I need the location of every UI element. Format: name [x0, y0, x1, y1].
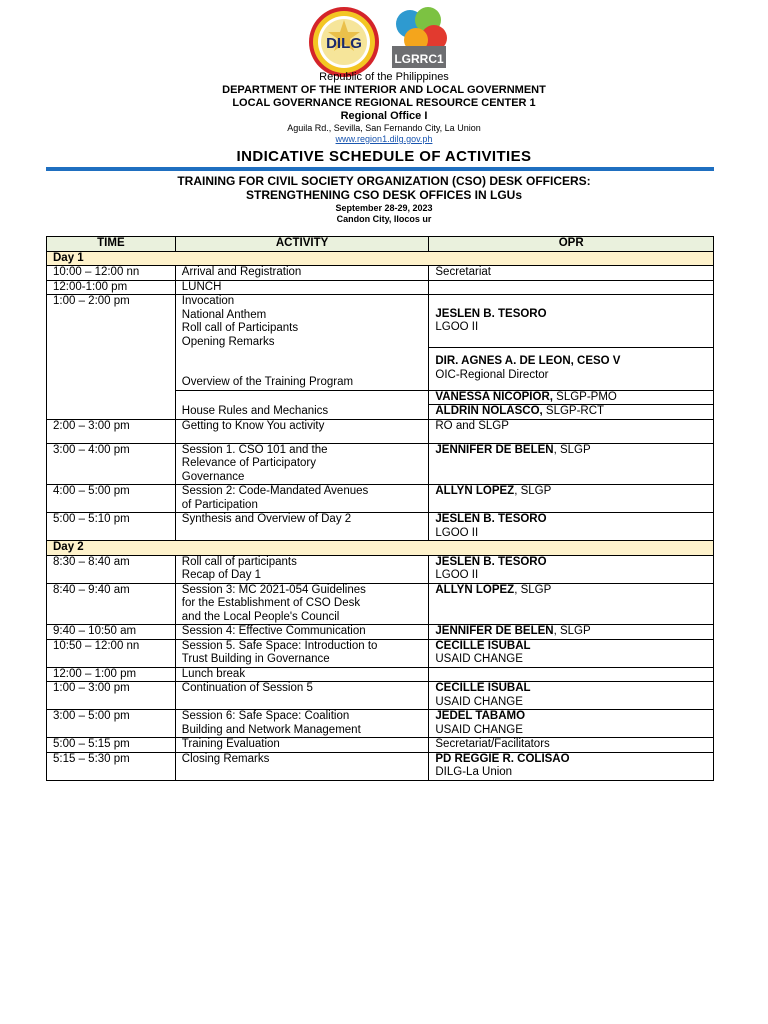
time-cell: 1:00 – 2:00 pm [47, 295, 176, 420]
opr-cell [429, 667, 714, 682]
lgrrc-logo [388, 6, 450, 70]
activity-cell [175, 583, 429, 625]
table-row [47, 280, 714, 295]
time-cell: 9:40 – 10:50 am [47, 625, 176, 640]
opr-name: JENNIFER DE BELEN [435, 443, 554, 456]
opr-cell [429, 485, 714, 513]
table-row [47, 667, 714, 682]
table-row [47, 625, 714, 640]
opr-name: JESLEN B. TESORO [435, 555, 547, 568]
activity-line: Session 5. Safe Space: Introduction to [181, 639, 378, 652]
opr-cell [429, 752, 714, 780]
training-title-line2: STRENGTHENING CSO DESK OFFICES IN LGUs [245, 188, 523, 202]
opr-position: SLGP-RCT [542, 405, 605, 417]
time-cell: 5:15 – 5:30 pm [47, 752, 176, 780]
activity-cell [175, 295, 429, 391]
opr-name: JENNIFER DE BELEN [435, 625, 554, 637]
schedule-table [46, 236, 714, 781]
opr-cell [429, 348, 714, 390]
opr-cell [429, 390, 714, 405]
header-activity: ACTIVITY [175, 237, 429, 252]
address-line: Aguila Rd., Sevilla, San Fernando City, La Union [287, 123, 481, 133]
opr-position: , SLGP [553, 625, 591, 637]
day-row [47, 251, 714, 266]
activity-line: Session 6: Safe Space: Coalition [181, 710, 350, 722]
training-title-line1: TRAINING FOR CIVIL SOCIETY ORGANIZATION (CSO) DESK OFFICERS: [177, 174, 591, 188]
opr-cell [429, 443, 714, 485]
title-divider [46, 167, 714, 171]
office-line: Regional Office I [340, 110, 428, 122]
time-cell: 5:00 – 5:10 pm [47, 513, 176, 541]
activity-line: Overview of the Training Program [181, 376, 354, 388]
time-cell: 12:00-1:00 pm [47, 280, 176, 295]
activity-line: and the Local People's Council [181, 610, 340, 623]
time-cell: 1:00 – 3:00 pm [47, 682, 176, 710]
activity-cell: Session 4: Effective Communication [175, 625, 429, 640]
svg-text:DILG: DILG [326, 35, 362, 52]
activity-line: Roll call of participants [181, 555, 297, 568]
activity-line: Opening Remarks [181, 335, 275, 348]
department-line: DEPARTMENT OF THE INTERIOR AND LOCAL GOVERNMENT [222, 84, 546, 96]
activity-cell: Synthesis and Overview of Day 2 [175, 513, 429, 541]
activity-cell: Lunch break [175, 667, 429, 682]
activity-cell: Continuation of Session 5 [175, 682, 429, 710]
activity-cell: Arrival and Registration [175, 266, 429, 281]
table-row [47, 443, 714, 485]
activity-line: House Rules and Mechanics [181, 405, 329, 417]
table-row [47, 682, 714, 710]
activity-cell: Getting to Know You activity [175, 419, 429, 443]
opr-position: USAID CHANGE [435, 695, 523, 708]
opr-name: ALDRIN NOLASCO, [435, 405, 543, 417]
day-label: Day 2 [47, 541, 714, 556]
time-cell: 10:00 – 12:00 nn [47, 266, 176, 281]
opr-position: OIC-Regional Director [435, 368, 549, 381]
opr-position: DILG-La Union [435, 766, 513, 778]
opr-cell [429, 639, 714, 667]
opr-position: LGOO II [435, 569, 479, 581]
activity-line: for the Establishment of CSO Desk [181, 597, 361, 609]
svg-text:LGRRC1: LGRRC1 [394, 52, 444, 66]
table-row [47, 555, 714, 583]
header-time: TIME [47, 237, 176, 252]
opr-cell [429, 513, 714, 541]
opr-position: LGOO II [435, 526, 479, 539]
table-row [47, 738, 714, 753]
table-row [47, 639, 714, 667]
opr-cell [429, 625, 714, 640]
activity-line: Invocation [181, 295, 235, 307]
activity-cell [175, 639, 429, 667]
activity-line: Recap of Day 1 [181, 569, 262, 581]
time-cell: 4:00 – 5:00 pm [47, 485, 176, 513]
opr-position: , SLGP [514, 583, 552, 596]
table-row [47, 752, 714, 780]
activity-line: Session 3: MC 2021-054 Guidelines [181, 583, 366, 596]
opr-name: CECILLE ISUBAL [435, 682, 531, 694]
opr-cell [429, 710, 714, 738]
day-label: Day 1 [47, 251, 714, 266]
activity-cell [175, 443, 429, 485]
time-cell: 2:00 – 3:00 pm [47, 419, 176, 443]
activity-line: of Participation [181, 498, 258, 511]
activity-cell: LUNCH [175, 280, 429, 295]
center-line: LOCAL GOVERNANCE REGIONAL RESOURCE CENTER 1 [232, 97, 536, 109]
opr-position: , SLGP [514, 485, 552, 497]
opr-name: JESLEN B. TESORO [435, 307, 547, 320]
document-title: INDICATIVE SCHEDULE OF ACTIVITIES [236, 148, 532, 165]
day-row [47, 541, 714, 556]
opr-position: USAID CHANGE [435, 653, 523, 665]
activity-cell [175, 710, 429, 738]
opr-position: , SLGP [553, 443, 591, 456]
table-header-row [47, 237, 714, 252]
time-cell: 3:00 – 4:00 pm [47, 443, 176, 485]
activity-line: Roll call of Participants [181, 322, 299, 334]
activity-line: Governance [181, 470, 245, 483]
opr-cell [429, 583, 714, 625]
time-cell: 10:50 – 12:00 nn [47, 639, 176, 667]
activity-line: National Anthem [181, 308, 267, 321]
opr-name: JEDEL TABAMO [435, 710, 526, 722]
header-opr: OPR [429, 237, 714, 252]
opr-name: DIR. AGNES A. DE LEON, CESO V [435, 355, 621, 368]
activity-cell [175, 390, 429, 419]
table-row [47, 710, 714, 738]
activity-cell [175, 555, 429, 583]
table-row [47, 485, 714, 513]
opr-name: ALLYN LOPEZ [435, 485, 515, 497]
opr-position: USAID CHANGE [435, 723, 523, 736]
republic-line: Republic of the Philippines [319, 71, 449, 83]
activity-line: Trust Building in Governance [181, 653, 330, 665]
opr-cell [429, 295, 714, 348]
opr-name: ALLYN LOPEZ [435, 583, 515, 596]
event-date: September 28-29, 2023 [335, 203, 433, 213]
website-link[interactable]: www.region1.dilg.gov.ph [335, 134, 433, 144]
opr-name: PD REGGIE R. COLISAO [435, 752, 570, 765]
opr-name: CECILLE ISUBAL [435, 639, 531, 652]
opr-position: LGOO II [435, 321, 479, 334]
table-row [47, 583, 714, 625]
activity-cell: Closing Remarks [175, 752, 429, 780]
time-cell: 12:00 – 1:00 pm [47, 667, 176, 682]
opr-cell [429, 280, 714, 295]
opr-name: JESLEN B. TESORO [435, 513, 547, 525]
table-row [47, 419, 714, 443]
time-cell: 3:00 – 5:00 pm [47, 710, 176, 738]
time-cell: 8:40 – 9:40 am [47, 583, 176, 625]
table-row [47, 295, 714, 348]
time-cell: 8:30 – 8:40 am [47, 555, 176, 583]
opr-cell [429, 405, 714, 420]
activity-line: Session 1. CSO 101 and the [181, 443, 328, 456]
opr-cell [429, 682, 714, 710]
table-row [47, 266, 714, 281]
opr-cell: Secretariat/Facilitators [429, 738, 714, 753]
opr-name: VANESSA NICOPIOR, [435, 390, 553, 403]
opr-cell: Secretariat [429, 266, 714, 281]
opr-position: SLGP-PMO [552, 390, 617, 403]
time-cell: 5:00 – 5:15 pm [47, 738, 176, 753]
activity-line: Building and Network Management [181, 723, 361, 736]
event-venue: Candon City, Ilocos ur [336, 214, 432, 224]
activity-cell: Training Evaluation [175, 738, 429, 753]
table-row [47, 513, 714, 541]
opr-cell: RO and SLGP [429, 419, 714, 443]
opr-cell [429, 555, 714, 583]
activity-line: Session 2: Code-Mandated Avenues [181, 485, 369, 497]
dilg-seal-logo [308, 6, 380, 78]
activity-cell [175, 485, 429, 513]
activity-line: Relevance of Participatory [181, 457, 317, 469]
